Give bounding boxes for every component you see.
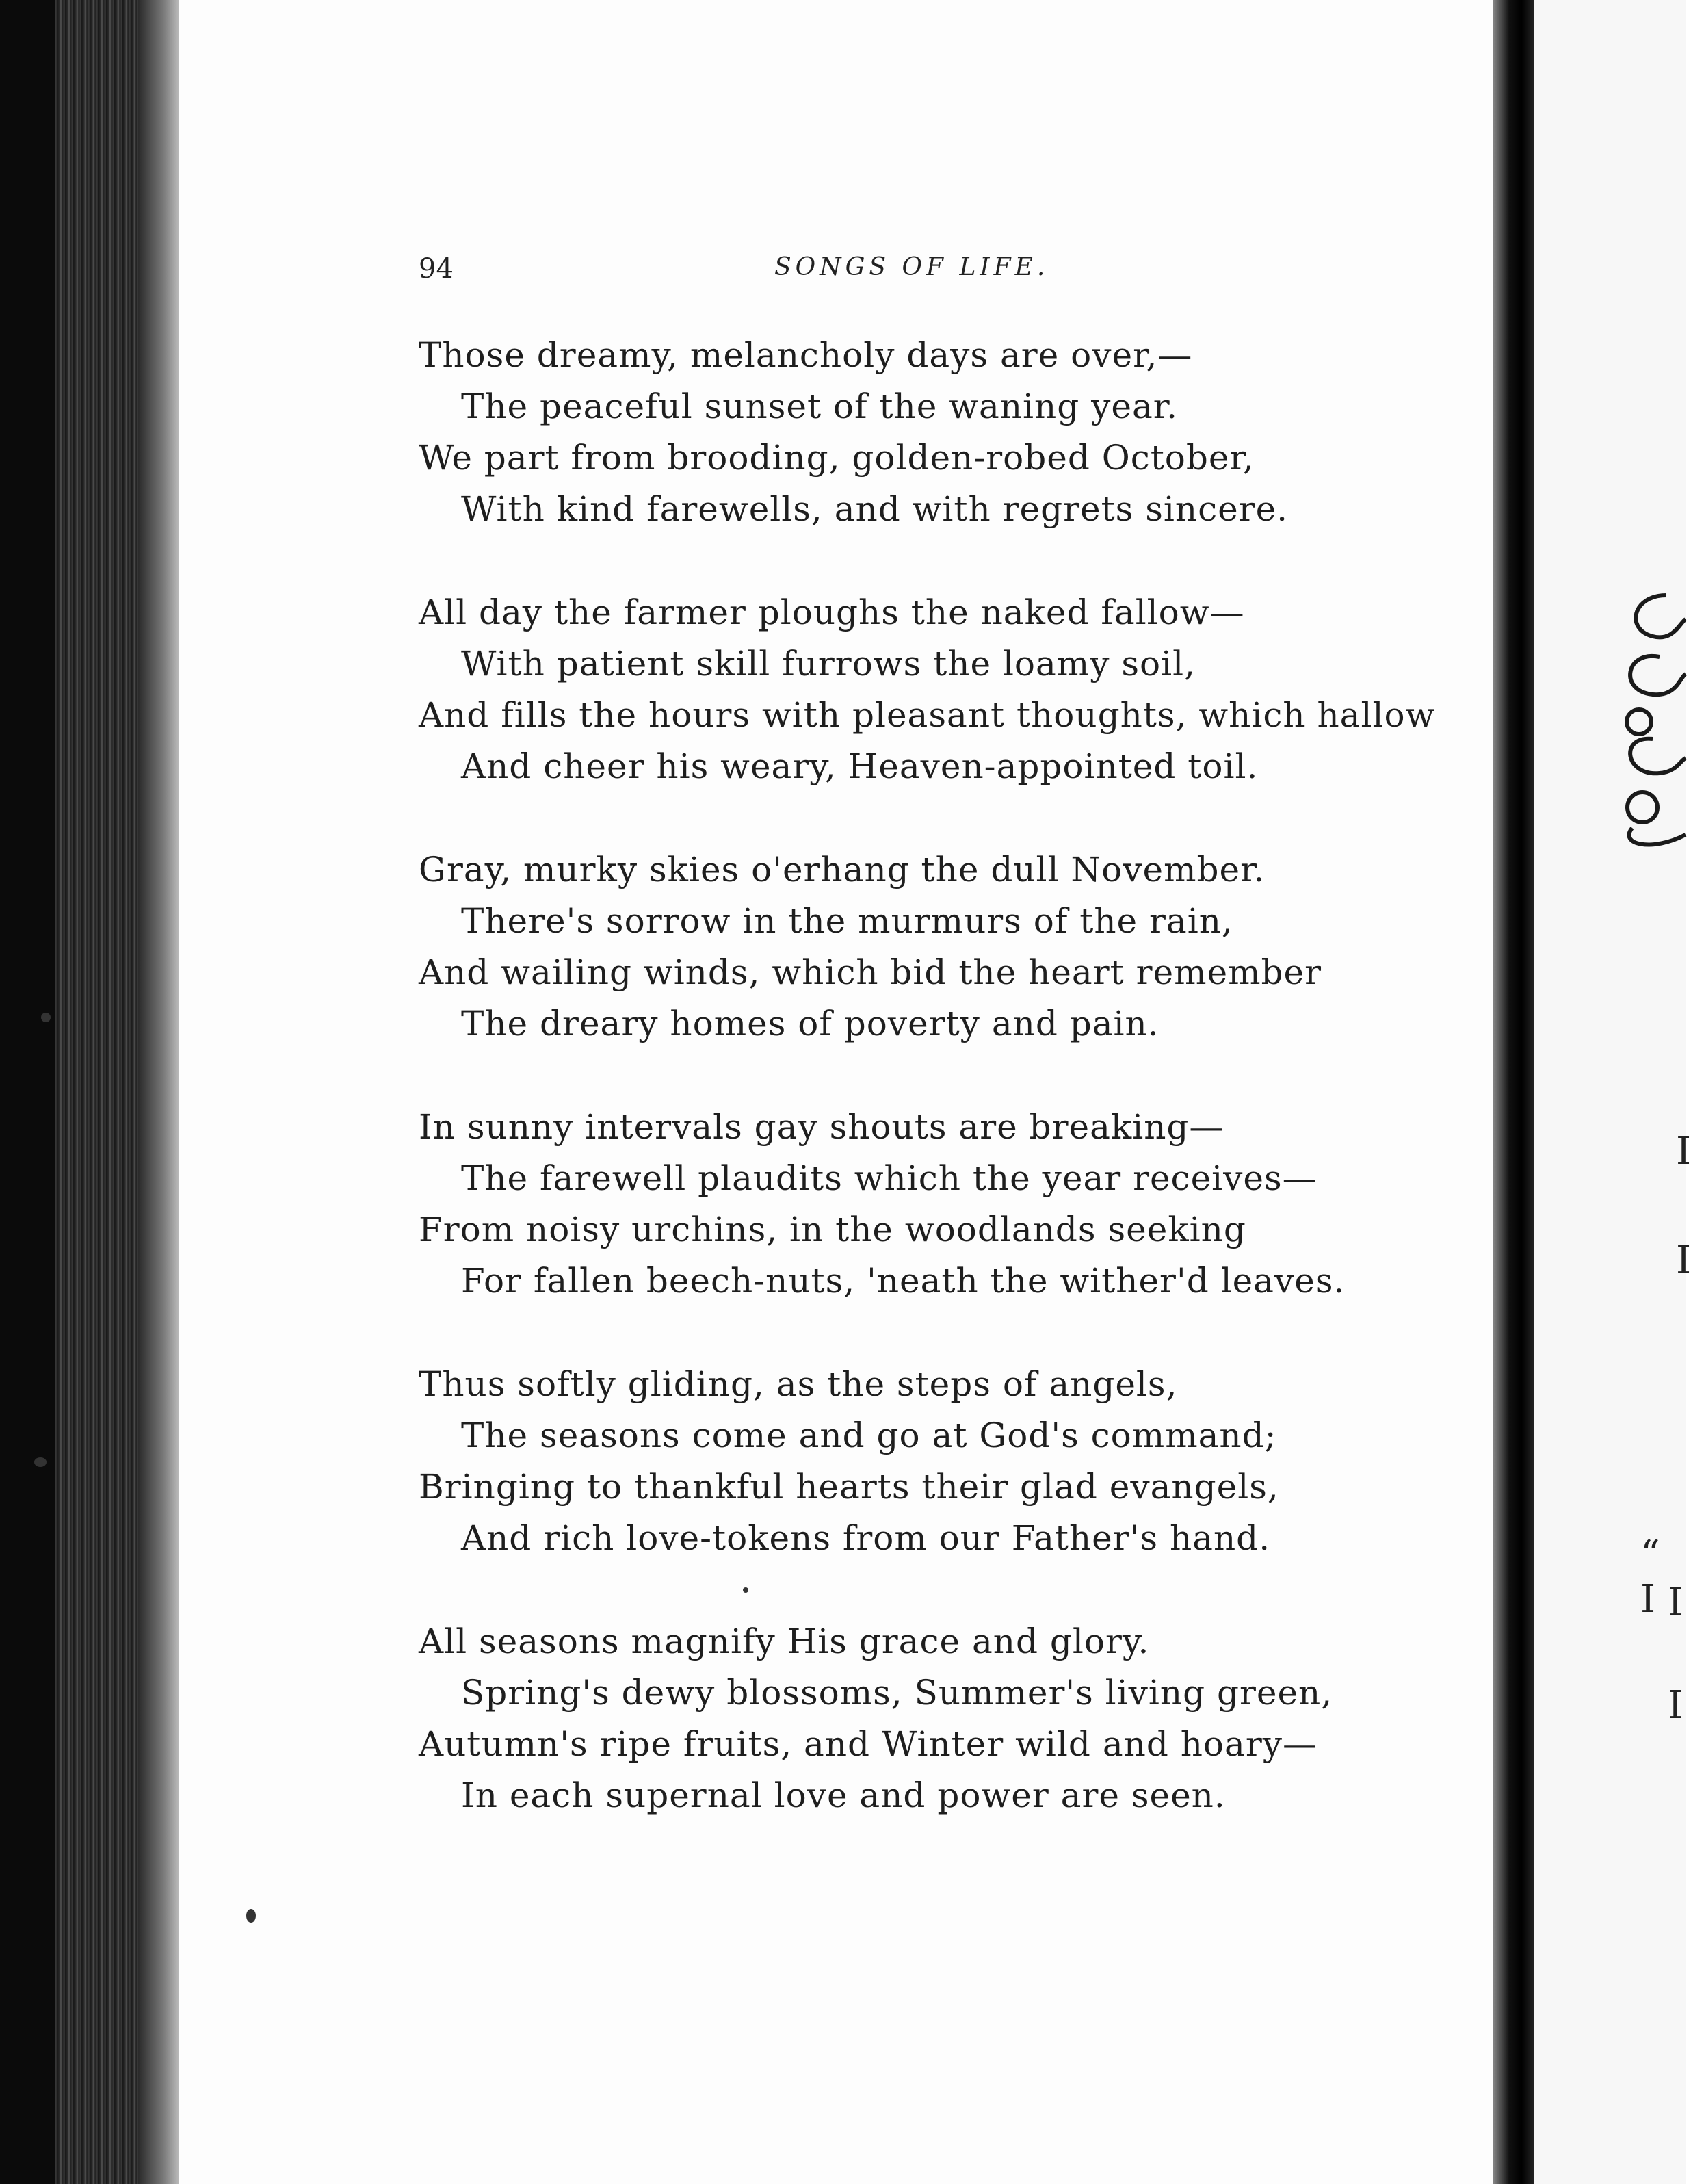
scan-speck bbox=[246, 1909, 256, 1923]
poem-line: From noisy urchins, in the woodlands seeking bbox=[419, 1210, 1246, 1249]
poem-line: We part from brooding, golden-robed October, bbox=[419, 438, 1255, 478]
poem-line: Spring's dewy blossoms, Summer's living green, bbox=[461, 1673, 1333, 1713]
facing-page-fragment: I bbox=[1668, 1683, 1683, 1728]
scan-speck bbox=[34, 1457, 47, 1467]
poem-line: The peaceful sunset of the waning year. bbox=[461, 387, 1179, 426]
poem-line: And wailing winds, which bid the heart remember bbox=[419, 952, 1322, 992]
poem-line: And rich love-tokens from our Father's hand. bbox=[461, 1518, 1271, 1558]
poem-line: For fallen beech-nuts, 'neath the wither'd leaves. bbox=[461, 1261, 1346, 1301]
scan-border bbox=[0, 0, 55, 2184]
running-title: SONGS OF LIFE. bbox=[774, 253, 1049, 281]
poem-line: There's sorrow in the murmurs of the rain, bbox=[461, 901, 1233, 941]
stanza bbox=[419, 1102, 1445, 1307]
poem-line: With patient skill furrows the loamy soil, bbox=[461, 644, 1196, 684]
poem-line: The seasons come and go at God's command; bbox=[461, 1416, 1277, 1455]
facing-page-fragment: “ I bbox=[1640, 1533, 1660, 1622]
poem-line: In each supernal love and power are seen. bbox=[461, 1776, 1226, 1815]
scan-speck bbox=[743, 1587, 748, 1593]
poem-line: The farewell plaudits which the year receives— bbox=[461, 1158, 1318, 1198]
ornament-icon bbox=[1612, 582, 1686, 855]
poem-line: Bringing to thankful hearts their glad evangels, bbox=[419, 1467, 1279, 1507]
poem-line: All seasons magnify His grace and glory. bbox=[419, 1622, 1150, 1661]
poem-line: In sunny intervals gay shouts are breaking— bbox=[419, 1107, 1224, 1147]
poem-line: All day the farmer ploughs the naked fallow— bbox=[419, 593, 1245, 632]
scan-speck bbox=[41, 1013, 51, 1022]
stanza bbox=[419, 1616, 1445, 1821]
poem-line: Autumn's ripe fruits, and Winter wild and hoary— bbox=[419, 1724, 1318, 1764]
poem-line: The dreary homes of poverty and pain. bbox=[461, 1004, 1159, 1043]
poem bbox=[419, 330, 1445, 1873]
poem-line: And cheer his weary, Heaven-appointed toil. bbox=[461, 746, 1259, 786]
stanza bbox=[419, 844, 1445, 1050]
facing-page-fragment: I bbox=[1676, 1238, 1691, 1283]
book-gutter bbox=[1493, 0, 1534, 2184]
facing-page-fragment: I bbox=[1668, 1581, 1683, 1625]
poem-line: Thus softly gliding, as the steps of angels, bbox=[419, 1364, 1178, 1404]
page-number: 94 bbox=[419, 253, 454, 285]
stanza bbox=[419, 587, 1445, 792]
facing-page bbox=[1534, 0, 1686, 2184]
stanza bbox=[419, 1359, 1445, 1564]
poem-line: Those dreamy, melancholy days are over,— bbox=[419, 335, 1193, 375]
facing-page-fragment: I bbox=[1676, 1129, 1691, 1173]
poem-line: Gray, murky skies o'erhang the dull November. bbox=[419, 850, 1266, 889]
poem-line: With kind farewells, and with regrets sincere. bbox=[461, 489, 1289, 529]
running-head bbox=[419, 253, 1103, 301]
stanza bbox=[419, 330, 1445, 535]
poem-line: And fills the hours with pleasant thoughts, which hallow bbox=[419, 695, 1436, 735]
